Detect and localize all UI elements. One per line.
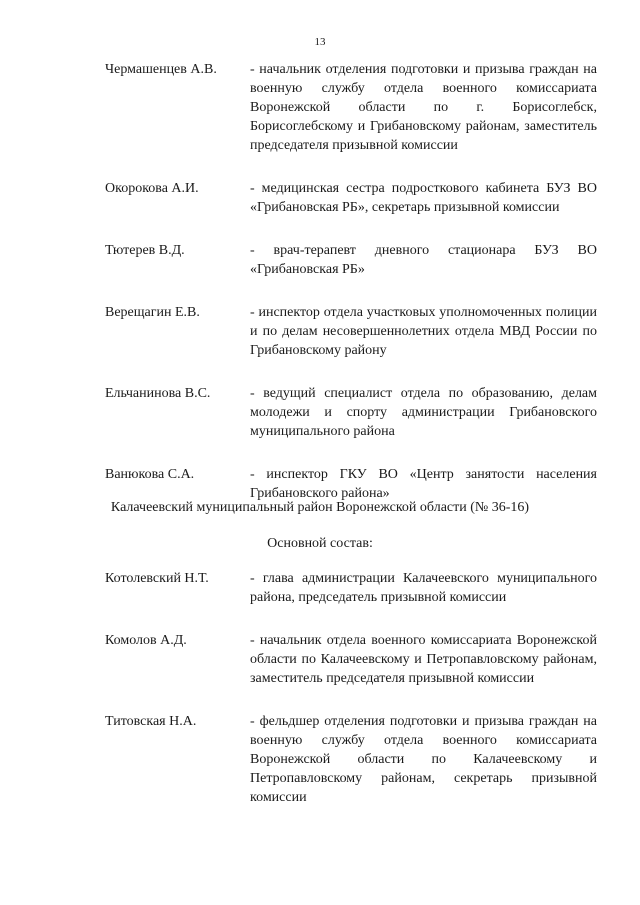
member-name: Комолов А.Д.: [105, 633, 187, 648]
member-role: - медицинская сестра подросткового кабинета БУЗ ВО «Грибановская РБ», секретарь призывной комиссии: [250, 181, 597, 215]
district-heading: Калачеевский муниципальный район Воронежской области (№ 36-16): [110, 500, 530, 515]
member-role: - врач-терапевт дневного стационара БУЗ ВО «Грибановская РБ»: [250, 243, 597, 277]
member-role: - глава администрации Калачеевского муниципального района, председатель призывной комиссии: [250, 571, 597, 605]
member-role: - инспектор отдела участковых уполномоченных полиции и по делам несовершеннолетних отдела МВД России по Грибановскому району: [250, 305, 597, 358]
members-group-kalach: [105, 569, 597, 807]
member-role: - начальник отделения подготовки и призыва граждан на военную службу отдела военного комиссариата Воронежской области по г. Борисоглебск, Борисоглебскому и Грибановскому районам, заместитель председателя призывной комиссии: [250, 62, 597, 153]
member-role: - ведущий специалист отдела по образованию, делам молодежи и спорту администрации Грибановского муниципального района: [250, 386, 597, 439]
member-name: Тютерев В.Д.: [105, 243, 185, 258]
composition-heading: Основной состав:: [267, 536, 373, 551]
members-group-griban: [105, 60, 597, 503]
page-number: 13: [314, 36, 326, 48]
member-role: - фельдшер отделения подготовки и призыва граждан на военную службу отдела военного комиссариата Воронежской области по Калачеевскому и Петропавловскому районам, секретарь призывной комиссии: [250, 714, 597, 805]
member-role: - инспектор ГКУ ВО «Центр занятости населения Грибановского района»: [250, 467, 597, 501]
member-name: Ельчанинова В.С.: [105, 386, 211, 401]
member-entry: [105, 241, 597, 279]
member-name: Окорокова А.И.: [105, 181, 199, 196]
member-name: Титовская Н.А.: [105, 714, 197, 729]
member-entry: [105, 384, 597, 441]
member-entry: [105, 303, 597, 360]
member-entry: [105, 712, 597, 807]
member-name: Котолевский Н.Т.: [105, 571, 209, 586]
member-entry: [105, 569, 597, 607]
member-entry: [105, 631, 597, 688]
member-role: - начальник отдела военного комиссариата Воронежской области по Калачеевскому и Петропавловскому районам, заместитель председателя призывной комиссии: [250, 633, 597, 686]
member-entry: [105, 179, 597, 217]
member-name: Чермашенцев А.В.: [105, 62, 217, 77]
member-name: Ванюкова С.А.: [105, 467, 195, 482]
member-entry: [105, 60, 597, 155]
member-name: Верещагин Е.В.: [105, 305, 200, 320]
